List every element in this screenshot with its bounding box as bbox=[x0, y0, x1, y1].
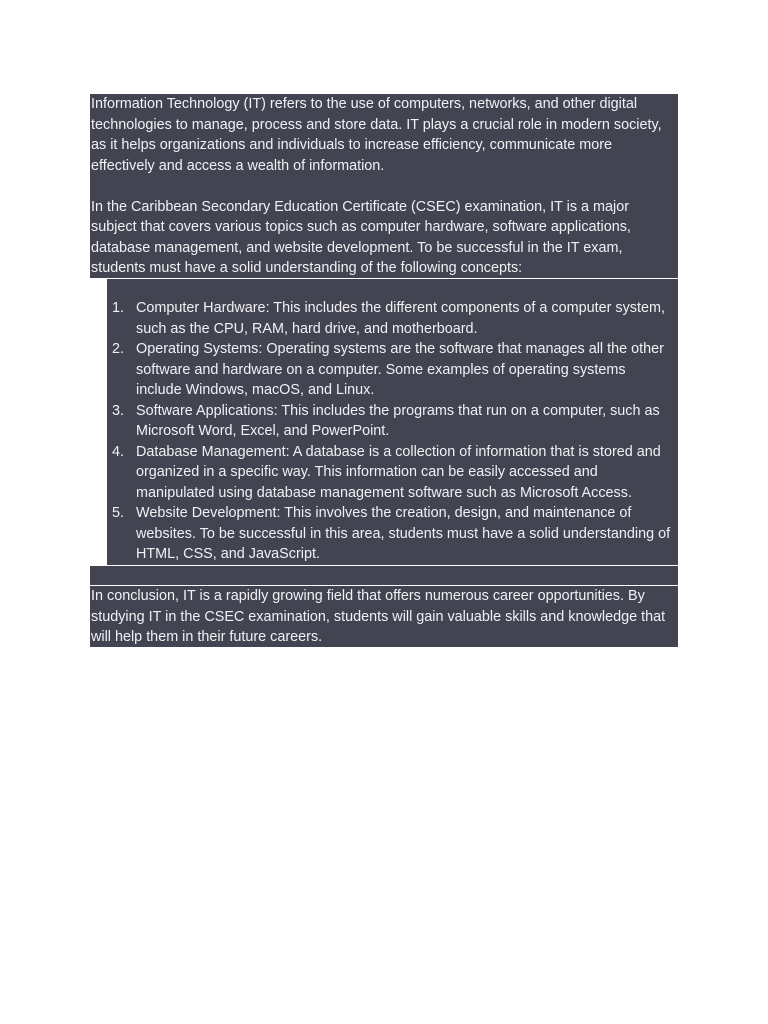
section-divider-band bbox=[90, 566, 678, 585]
list-item-number: 1. bbox=[112, 300, 125, 316]
list-item-number: 4. bbox=[112, 443, 125, 460]
concepts-section bbox=[107, 279, 678, 565]
concepts-list bbox=[107, 298, 674, 565]
list-item-text: Software Applications: This includes the programs that run on a computer, such as Microsoft Word, Excel, and PowerPoint. bbox=[136, 402, 660, 439]
list-item bbox=[107, 339, 674, 401]
list-item bbox=[107, 442, 674, 504]
list-item bbox=[107, 298, 674, 339]
intro-paragraph-csec: In the Caribbean Secondary Education Certificate (CSEC) examination, IT is a major subject that covers various topics such as computer hardware, software applications, database management, and website development. To be successful in the IT exam, students must have a solid understanding of the following concepts: bbox=[91, 198, 631, 276]
list-item-text: Website Development: This involves the creation, design, and maintenance of websites. To be successful in this area, students must have a solid understanding of HTML, CSS, and JavaScript. bbox=[136, 505, 671, 562]
list-item-number: 3. bbox=[112, 402, 125, 419]
intro-section bbox=[90, 94, 678, 278]
conclusion-section bbox=[90, 586, 678, 647]
list-item bbox=[107, 503, 674, 565]
list-item-text: Computer Hardware: This includes the different components of a computer system, such as the CPU, RAM, hard drive, and motherboard. bbox=[136, 300, 665, 337]
intro-paragraph-it-definition: Information Technology (IT) refers to the use of computers, networks, and other digital technologies to manage, process and store data. IT plays a crucial role in modern society, as it helps organizations and individuals to increase efficiency, communicate more effectively and access a wealth of information. bbox=[91, 96, 662, 174]
list-item-text: Database Management: A database is a collection of information that is stored and organized in a specific way. This information can be easily accessed and manipulated using database management software such as Microsoft Access. bbox=[136, 443, 661, 501]
list-item-number: 2. bbox=[112, 341, 125, 357]
list-item-number: 5. bbox=[112, 505, 125, 521]
list-item-text: Operating Systems: Operating systems are the software that manages all the other software and hardware on a computer. Some examples of operating systems include Windows, macOS, and Linux. bbox=[136, 341, 664, 398]
list-item bbox=[107, 401, 674, 442]
conclusion-paragraph: In conclusion, IT is a rapidly growing field that offers numerous career opportunities. By studying IT in the CSEC examination, students will gain valuable skills and knowledge that will help them in their future careers. bbox=[91, 588, 666, 645]
